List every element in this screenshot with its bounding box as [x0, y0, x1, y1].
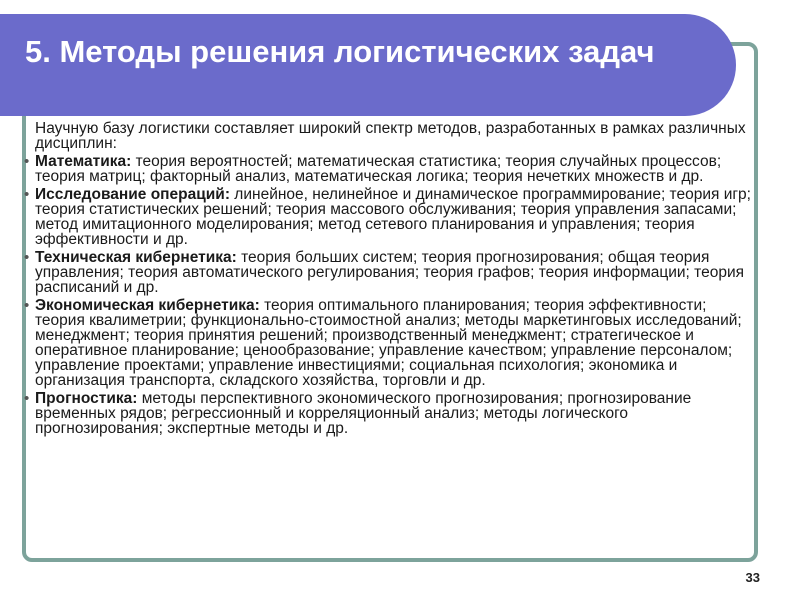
item-term: Прогностика: [35, 390, 138, 407]
bullet-icon: • [24, 390, 30, 407]
list-item-technical-cybernetics [24, 249, 760, 296]
bullet-icon: • [24, 153, 30, 170]
page-number: 33 [745, 570, 760, 585]
item-text: методы перспективного экономического прогнозирования; прогнозирование временных рядов; регрессионный и корреляционный анализ; методы логического прогнозирования; экспертные методы и др. [35, 390, 692, 437]
list-item-economic-cybernetics [24, 297, 760, 389]
item-term: Исследование операций: [35, 186, 230, 203]
item-text: теория вероятностей; математическая статистика; теория случайных процессов; теория матриц; факторный анализ, математическая логика; теория нечетких множеств и др. [35, 153, 722, 185]
item-text: теория больших систем; теория прогнозирования; общая теория управления; теория автоматического регулирования; теория графов; теория информации; теория расписаний и др. [35, 249, 744, 296]
bullet-icon: • [24, 297, 30, 314]
list-item-prognostics [24, 390, 760, 437]
slide-content [24, 120, 760, 439]
item-text: теория оптимального планирования; теория эффективности; теория квалиметрии; функционально-стоимостной анализ; методы маркетинговых исследований; менеджмент; теория принятия решений; производственный менеджмент; стратегическое и оперативное планирование; ценообразование; управление качеством; управление персоналом; управление проектами; управление инвестициями; социальная психология; экономика и организация транспорта, складского хозяйства, торговли и др. [35, 297, 742, 389]
slide-title: 5. Методы решения логистических задач [25, 34, 655, 69]
item-term: Математика: [35, 153, 132, 170]
item-term: Техническая кибернетика: [35, 249, 237, 266]
bullet-icon: • [24, 186, 30, 203]
bullet-icon: • [24, 249, 30, 266]
intro-paragraph: Научную базу логистики составляет широкий спектр методов, разработанных в рамках различных дисциплин: [35, 120, 746, 152]
title-band [0, 14, 736, 116]
item-text: линейное, нелинейное и динамическое программирование; теория игр; теория статистических решений; теория массового обслуживания; теория управления запасами; метод имитационного моделирования; метод сетевого планирования и управления; теория эффективности и др. [35, 186, 751, 248]
list-item-mathematics [24, 153, 760, 185]
item-term: Экономическая кибернетика: [35, 297, 260, 314]
list-item-operations-research [24, 186, 760, 248]
